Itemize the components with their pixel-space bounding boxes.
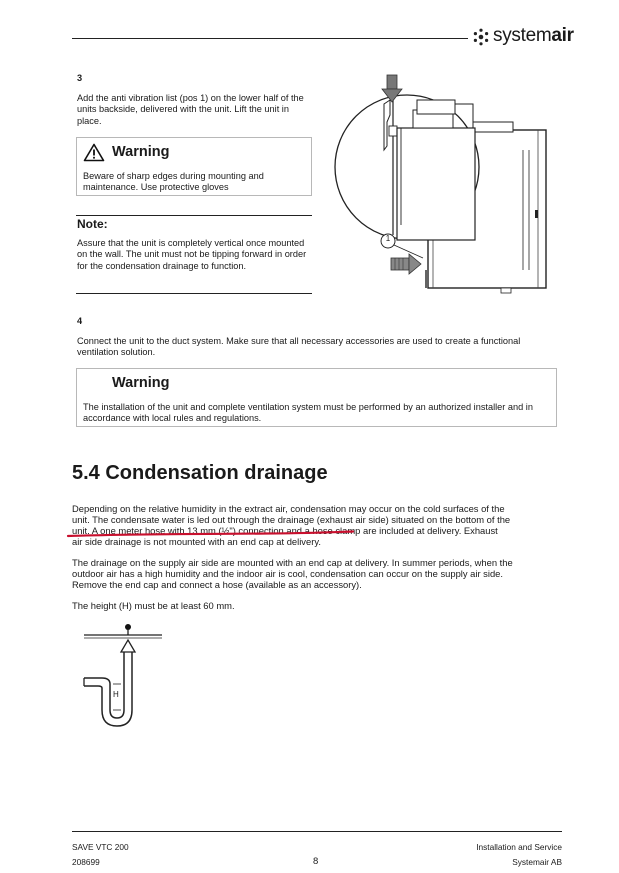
step4-number: 4 <box>77 316 83 326</box>
step4-warning-box <box>76 368 557 427</box>
step3-warning-text: Beware of sharp edges during mounting and maintenance. Use protective gloves <box>83 171 264 193</box>
drain-trap-figure <box>76 618 166 728</box>
step3-warning-box <box>76 137 312 196</box>
systemair-logo <box>471 24 581 50</box>
step3-warning-title: Warning <box>112 144 170 160</box>
section-p2-line3: Remove the end cap and connect a hose (available as an accessory). <box>72 579 362 590</box>
note-title: Note: <box>77 217 108 231</box>
logo-text-air: air <box>551 25 574 46</box>
step3-text: Add the anti vibration list (pos 1) on the lower half of the units backside, delivered with the unit. Lift the unit in place. <box>77 93 304 126</box>
red-underline-annotation <box>66 529 356 541</box>
note-bottom-rule <box>76 293 312 294</box>
footer-page-number: 8 <box>313 856 319 867</box>
section-p2-line1: The drainage on the supply air side are mounted with an end cap at delivery. In summer periods, when the <box>72 557 513 568</box>
footer-company: Systemair AB <box>512 857 562 867</box>
section-p3: The height (H) must be at least 60 mm. <box>72 600 235 611</box>
logo-swirl-icon <box>471 27 491 47</box>
footer-doc-number: 208699 <box>72 857 100 867</box>
footer-doc-type: Installation and Service <box>476 842 562 852</box>
section-p1-line4: air side drainage is not mounted with an end cap at delivery. <box>72 536 321 547</box>
logo-text-system: system <box>493 25 552 46</box>
section-p2-line2: outdoor air has a high humidity and the indoor air is cool, condensation can occur on the supply air side. <box>72 568 503 579</box>
header-rule <box>72 38 468 39</box>
section-p1-line1: Depending on the relative humidity in the extract air, condensation may occur on the cold surfaces of the <box>72 503 505 514</box>
section-heading: 5.4 Condensation drainage <box>72 462 328 484</box>
note-top-rule <box>76 215 312 216</box>
footer-rule <box>72 831 562 832</box>
warning-triangle-icon <box>83 143 105 162</box>
section-p1-line2: unit. The condensate water is led out through the drainage (exhaust air side) situated on the bottom of the <box>72 514 511 525</box>
step4-text: Connect the unit to the duct system. Make sure that all necessary accessories are used to create a functional ventilation solution. <box>77 336 521 358</box>
figure-callout-number: 1 <box>385 234 391 243</box>
step4-warning-text: The installation of the unit and complete ventilation system must be performed by an authorized installer and in accordance with local rules and regulations. <box>83 402 533 424</box>
footer-product: SAVE VTC 200 <box>72 842 129 852</box>
step3-number: 3 <box>77 73 83 83</box>
section-p1-line3: unit. A one meter hose with 13 mm (½") connection and a hose clamp are included at delivery. Exhaust <box>72 525 498 536</box>
note-text: Assure that the unit is completely vertical once mounted on the wall. The unit must not be tipping forward in order for the condensation drainage to function. <box>77 238 307 271</box>
unit-mounting-figure <box>333 70 563 305</box>
height-label-h: H <box>113 690 119 699</box>
step4-warning-title: Warning <box>112 375 170 391</box>
